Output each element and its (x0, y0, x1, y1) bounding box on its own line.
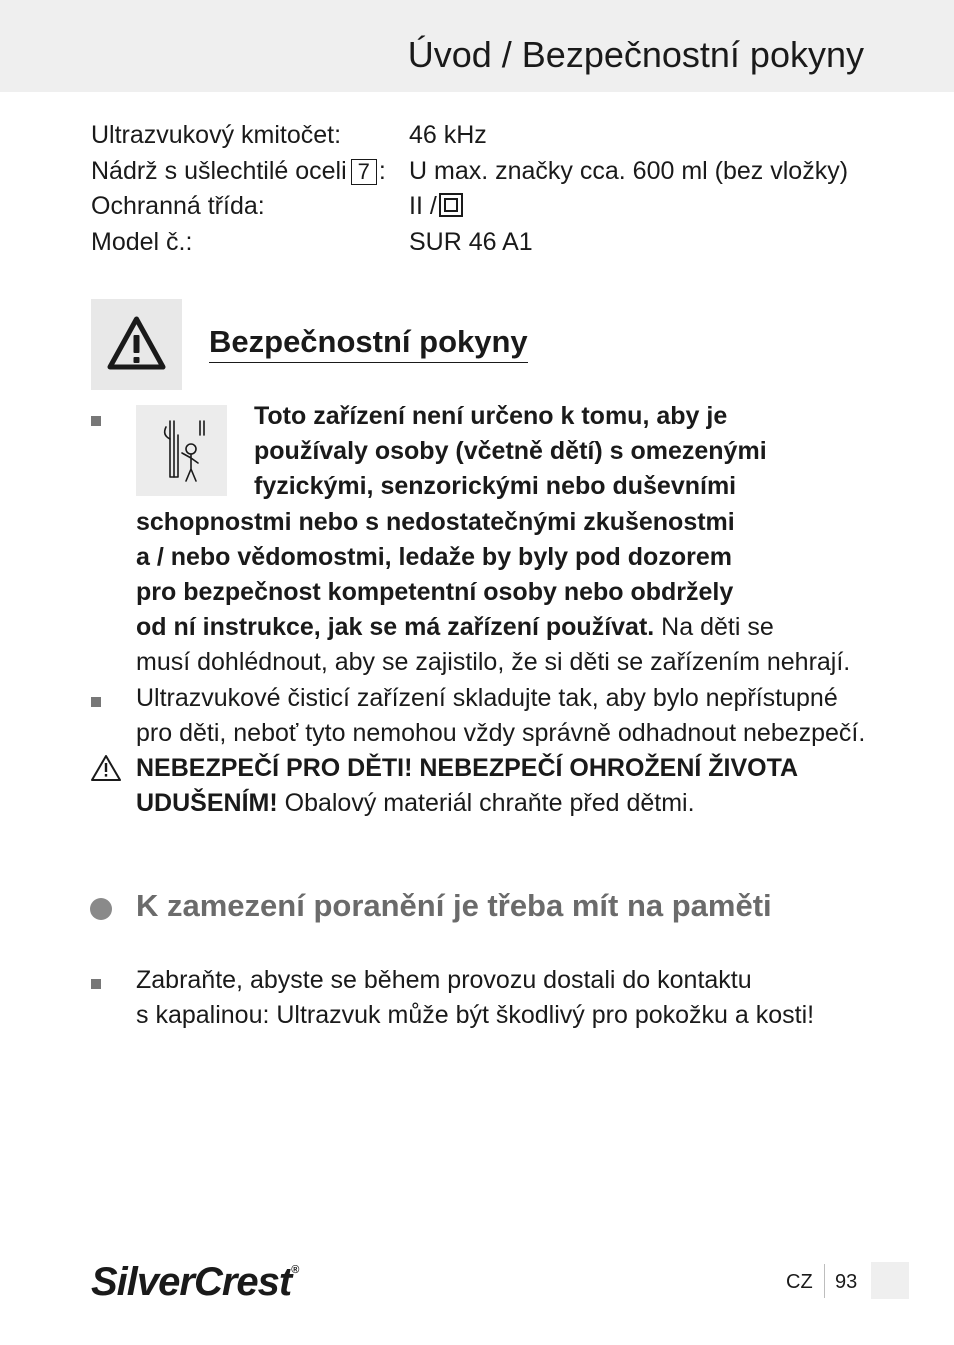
language-code: CZ (786, 1271, 813, 1293)
spec-value: 46 kHz (409, 121, 487, 149)
spec-label: Ochranná třída: (91, 192, 265, 220)
text-line: musí dohlédnout, aby se zajistilo, že si děti se zařízením nehrají. (136, 648, 851, 677)
text-line: pro bezpečnost kompetentní osoby nebo obdržely (136, 577, 734, 606)
warning-triangle-box (91, 299, 182, 390)
bullet-square-icon (91, 979, 101, 989)
child-danger-warning (136, 751, 798, 821)
spec-label: Ultrazvukový kmitočet: (91, 121, 342, 149)
bullet-square-icon (91, 416, 101, 426)
injury-item-1 (136, 963, 814, 1033)
header-band (0, 0, 954, 92)
text-line-mixed (136, 786, 798, 821)
warning-triangle-icon (91, 299, 182, 390)
safety-item-1-body (136, 505, 850, 681)
text-normal: Na děti se (654, 613, 774, 642)
section-heading-safety: Bezpečnostní pokyny (209, 324, 528, 363)
safety-item-2 (136, 681, 865, 751)
text-line: fyzickými, senzorickými nebo duševními (254, 472, 737, 501)
text-line: s kapalinou: Ultrazvuk může být škodlivý pro pokožku a kosti! (136, 1001, 815, 1030)
text-bold: od ní instrukce, jak se má zařízení používat. (136, 613, 655, 642)
footer-tab (871, 1262, 909, 1299)
warning-triangle-icon (89, 753, 123, 783)
spec-label: Nádrž s ušlechtilé oceli (91, 156, 347, 185)
spec-label: Model č.: (91, 227, 193, 256)
class-ii-symbol-icon (439, 193, 463, 217)
text-line-mixed (136, 610, 850, 645)
text-line: NEBEZPEČÍ PRO DĚTI! NEBEZPEČÍ OHROŽENÍ ŽIVOTA (136, 754, 799, 782)
spec-value: U max. značky cca. 600 ml (bez vložky) (409, 156, 849, 185)
text-line: schopnostmi nebo s nedostatečnými zkušenostmi (136, 507, 735, 536)
text-bold: UDUŠENÍM! (136, 789, 278, 818)
child-hazard-icon (136, 405, 227, 496)
spec-label-group (91, 154, 386, 190)
part-number-box: 7 (351, 159, 377, 185)
spec-value: SUR 46 A1 (409, 227, 533, 256)
brand-name: SilverCrest (91, 1260, 292, 1304)
bullet-circle-icon (90, 898, 112, 920)
text-line: používaly osoby (včetně dětí) s omezenými (254, 437, 767, 466)
page-number: 93 (835, 1271, 858, 1293)
child-hazard-box (136, 405, 227, 496)
text-normal: Obalový materiál chraňte před dětmi. (277, 789, 695, 818)
safety-item-1-head (254, 399, 767, 505)
text-line: a / nebo vědomostmi, ledaže by byly pod dozorem (136, 542, 732, 571)
text-line: Ultrazvukové čisticí zařízení skladujte tak, aby bylo nepřístupné (136, 684, 838, 712)
spec-label-colon: : (378, 156, 386, 185)
section-heading-injury: K zamezení poranění je třeba mít na paměti (136, 888, 772, 923)
spec-value: II / (409, 192, 437, 220)
page-title: Úvod / Bezpečnostní pokyny (407, 34, 864, 75)
text-line: Zabraňte, abyste se během provozu dostali do kontaktu (136, 966, 752, 994)
bullet-square-icon (91, 697, 101, 707)
brand-logo (91, 1260, 298, 1305)
text-line: pro děti, neboť tyto nemohou vždy správně odhadnout nebezpečí. (136, 719, 866, 748)
footer-divider (824, 1264, 825, 1298)
registered-mark: ® (291, 1264, 299, 1276)
spec-value-group (409, 189, 463, 225)
text-line: Toto zařízení není určeno k tomu, aby je (254, 402, 728, 430)
